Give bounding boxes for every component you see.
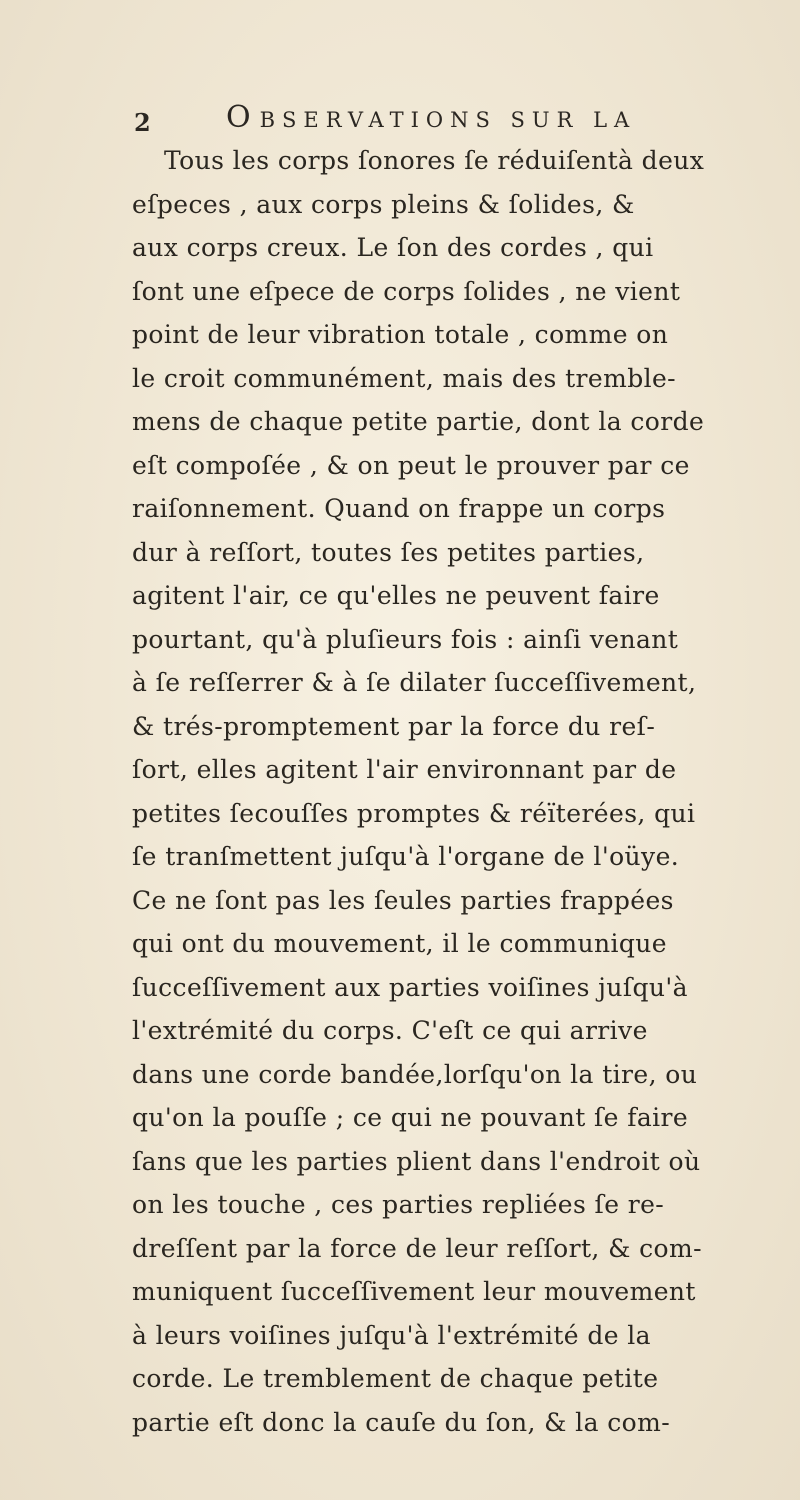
text-line: on les touche , ces parties repliées ſe re- — [132, 1190, 665, 1219]
text-line: ſucceſſivement aux parties voiſines juſqu'à — [132, 972, 688, 1002]
body-text — [132, 139, 792, 1444]
text-line: partie eſt donc la cauſe du ſon, & la com- — [132, 1407, 671, 1437]
text-line: dur à reſſort, toutes ſes petites parties, — [132, 537, 645, 567]
text-line: eſt compoſée , & on peut le prouver par ce — [132, 450, 690, 480]
page-number: 2 — [134, 108, 151, 137]
text-line: qu'on la pouſſe ; ce qui ne pouvant ſe faire — [132, 1103, 689, 1132]
text-line: petites ſecouſſes promptes & réïterées, qui — [132, 798, 696, 828]
text-line: dans une corde bandée,lorſqu'on la tire, ou — [132, 1059, 698, 1089]
running-title-initial: O — [226, 100, 260, 135]
text-line: le croit communément, mais des tremble- — [132, 363, 677, 393]
text-line: ſans que les parties plient dans l'endroit où — [132, 1146, 701, 1176]
text-line: pourtant, qu'à pluſieurs fois : ainſi venant — [132, 624, 679, 654]
text-line: Tous les corps ſonores ſe réduiſentà deux — [164, 146, 705, 175]
running-title-rest: BSERVATIONS SUR LA — [259, 108, 637, 132]
text-line: agitent l'air, ce qu'elles ne peuvent faire — [132, 581, 660, 610]
text-line: ſont une eſpece de corps ſolides , ne vient — [132, 276, 681, 306]
text-line: corde. Le tremblement de chaque petite — [132, 1364, 659, 1393]
text-line: mens de chaque petite partie, dont la corde — [132, 407, 705, 436]
text-line: Ce ne ſont pas les ſeules parties frappées — [132, 885, 674, 915]
text-line: dreſſent par la force de leur reſſort, & com- — [132, 1233, 702, 1263]
text-line: à leurs voiſines juſqu'à l'extrémité de la — [132, 1320, 651, 1350]
running-head — [134, 100, 714, 140]
text-line: qui ont du mouvement, il le communique — [132, 929, 667, 958]
text-line: ſort, elles agitent l'air environnant par de — [132, 755, 677, 784]
text-line: eſpeces , aux corps pleins & ſolides, & — [132, 189, 635, 219]
text-line: à ſe reſſerrer & à ſe dilater ſucceſſivement, — [132, 668, 697, 697]
text-line: point de leur vibration totale , comme on — [132, 320, 669, 349]
text-line: ſe tranſmettent juſqu'à l'organe de l'oüye. — [132, 842, 680, 871]
running-title — [226, 100, 636, 135]
text-line: raiſonnement. Quand on frappe un corps — [132, 494, 666, 523]
text-line: & trés-promptement par la force du reſ- — [132, 711, 656, 741]
text-line: muniquent ſucceſſivement leur mouvement — [132, 1277, 696, 1306]
text-line: aux corps creux. Le ſon des cordes , qui — [132, 233, 654, 262]
text-line: l'extrémité du corps. C'eſt ce qui arrive — [132, 1016, 648, 1045]
